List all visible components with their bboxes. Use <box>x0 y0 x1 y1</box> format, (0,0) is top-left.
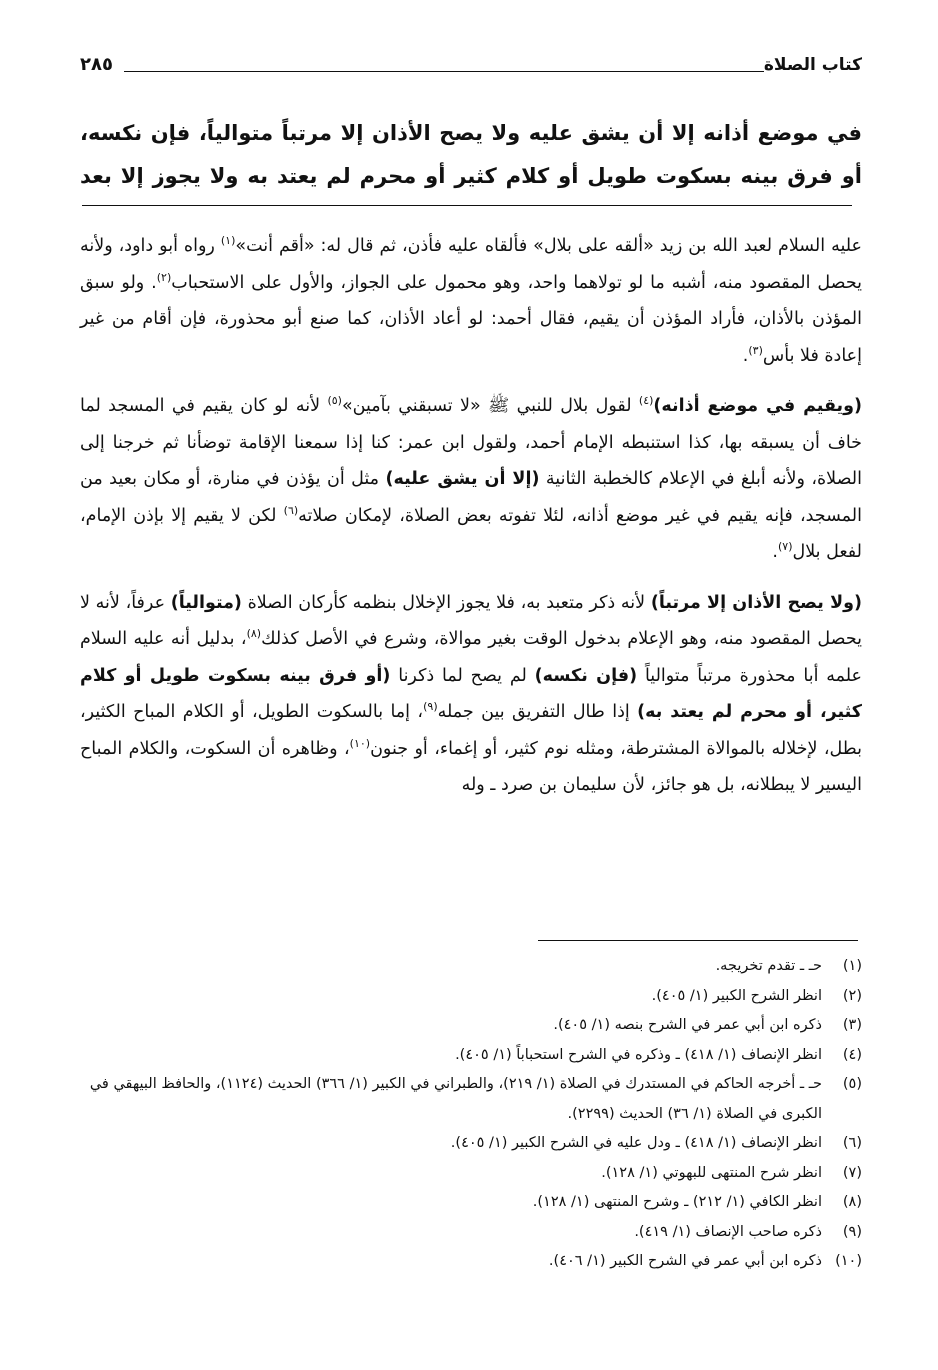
footnote-text: حـ ـ أخرجه الحاكم في المستدرك في الصلاة (١/ ٢١٩)، والطبراني في الكبير (١/ ٣٦٦) الحديث (١١٢٤)، والحافظ البيهقي في الكبرى في الصلاة (١/ ٣٦) الحديث (٢٢٩٩). <box>89 1076 822 1122</box>
footnote-number: (٧) <box>842 1164 862 1181</box>
footnote-number: (٨) <box>842 1194 862 1210</box>
footnote-text: ذكره صاحب الإنصاف (١/ ٤١٩). <box>634 1223 822 1240</box>
quoted-matn: (متوالياً) <box>170 592 242 613</box>
quoted-matn: (فإن نكسه) <box>534 665 638 686</box>
footnote-ref: (٧) <box>778 540 793 554</box>
commentary-paragraph <box>80 388 862 571</box>
footnote-ref: (١٠) <box>349 736 371 750</box>
footnote-number: (٦) <box>842 1135 862 1151</box>
footnote-item <box>80 1159 862 1189</box>
footnote-ref: (٥) <box>327 394 342 408</box>
quoted-matn: (أو فرق بينه بسكوت طويل أو كلام كثير، أو محرم لم يعتد به) <box>80 665 862 722</box>
footnote-item <box>80 1247 862 1277</box>
footnote-item <box>80 1041 862 1071</box>
page-number: ٢٨٥ <box>80 54 113 75</box>
footnote-text: ذكره ابن أبي عمر في الشرح بنصه (١/ ٤٠٥). <box>553 1017 822 1033</box>
footnotes <box>80 952 862 1277</box>
commentary-text: لكن لا يقيم إلا بإذن الإمام، لفعل بلال <box>80 505 862 562</box>
commentary-text: . <box>742 345 749 366</box>
footnote-ref: (٦) <box>283 503 299 517</box>
footnote-item <box>80 1070 862 1129</box>
footnote-text: انظر الإنصاف (١/ ٤١٨) ـ ودل عليه في الشرح الكبير (١/ ٤٠٥). <box>450 1135 822 1151</box>
footnote-number: (٣) <box>842 1017 862 1033</box>
footnote-text: انظر شرح المنتهى للبهوتي (١/ ١٢٨). <box>601 1164 822 1181</box>
footnote-ref: (٤) <box>638 394 654 408</box>
footnote-ref: (٣) <box>748 343 763 357</box>
footnote-ref: (١) <box>220 234 236 248</box>
commentary-text: . ولو سبق المؤذن بالأذان، فأراد المؤذن أن يقيم، فقال أحمد: لو أعاد الأذان، كما صنع أبو محذورة، فإن أقام من غير إعادة فلا بأس <box>80 272 862 366</box>
footnote-text: انظر الشرح الكبير (١/ ٤٠٥). <box>651 987 822 1004</box>
chapter-title: كتاب الصلاة <box>763 55 862 75</box>
commentary-text: لأنه لو كان يقيم في المسجد لما خاف أن يسبقه بها، كذا استنبطه الإمام أحمد، ولقول ابن عمر: كنا إذا سمعنا الإقامة توضأنا ثم خرجنا إلى الصلاة، ولأنه أبلغ في الإعلام كالخطبة الثانية <box>80 396 862 489</box>
running-header <box>80 52 862 82</box>
footnote-ref: (٨) <box>246 627 262 641</box>
footnote-text: انظر الإنصاف (١/ ٤١٨) ـ وذكره في الشرح استحباباً (١/ ٤٠٥). <box>455 1046 822 1063</box>
footnote-divider <box>538 940 858 941</box>
footnote-item <box>80 1218 862 1248</box>
commentary-text: لأنه ذكر متعبد به، فلا يجوز الإخلال بنظمه كأركان الصلاة <box>241 592 651 613</box>
matn-divider <box>82 205 852 206</box>
footnote-number: (١٠) <box>835 1253 862 1269</box>
commentary-paragraph <box>80 228 862 374</box>
commentary-text: ، وظاهره أن السكوت، والكلام المباح اليسير لا يبطلانه، بل هو جائز، لأن سليمان بن صرد ـ وله <box>80 738 862 795</box>
footnote-text: انظر الكافي (١/ ٢١٢) ـ وشرح المنتهى (١/ ١٢٨). <box>532 1194 822 1210</box>
commentary-text: عرفاً، لأنه لا يحصل المقصود منه، وهو الإعلام بدخول الوقت بغير موالاة، وشرع في الأصل كذلك <box>80 592 862 649</box>
footnote-number: (٩) <box>842 1223 862 1240</box>
footnote-number: (٥) <box>842 1076 862 1092</box>
footnote-item <box>80 1011 862 1041</box>
commentary-text: لقول بلال للنبي ﷺ «لا تسبقني بآمين» <box>341 396 639 416</box>
commentary-text: رواه أبو داود، ولأنه يحصل المقصود منه، أشبه ما لو تولاهما واحد، وهو محمول على الجواز، والأول على الاستحباب <box>80 236 862 293</box>
commentary-text: لم يصح لما ذكرنا <box>390 665 535 686</box>
commentary-text: . <box>772 542 778 562</box>
commentary-paragraph <box>80 585 862 804</box>
commentary-text: مثل أن يؤذن في منارة، أو مكان بعيد من المسجد، فإنه يقيم في غير موضع أذانه، لئلا تفوته بعض الصلاة، لإمكان صلاته <box>80 469 862 526</box>
footnote-item <box>80 982 862 1012</box>
footnote-number: (٢) <box>842 987 862 1004</box>
footnote-text: ذكره ابن أبي عمر في الشرح الكبير (١/ ٤٠٦). <box>548 1253 822 1269</box>
footnote-ref: (٩) <box>423 700 438 714</box>
commentary <box>80 228 862 818</box>
footnote-item <box>80 1188 862 1218</box>
footnote-number: (٤) <box>842 1046 862 1063</box>
footnote-ref: (٢) <box>156 270 172 284</box>
footnote-item <box>80 1129 862 1159</box>
footnote-item <box>80 952 862 982</box>
commentary-text: ، بدليل أنه عليه السلام علمه أبا محذورة مرتباً متوالياً <box>80 629 862 686</box>
quoted-matn: (ولا يصح الأذان إلا مرتباً) <box>650 592 862 613</box>
header-rule <box>124 71 764 72</box>
commentary-text: إذا طال التفريق بين جمله <box>437 702 638 722</box>
quoted-matn: (ويقيم في موضع أذانه) <box>653 396 862 416</box>
footnote-text: حـ ـ تقدم تخريجه. <box>715 958 822 974</box>
quoted-matn: (إلا أن يشق عليه) <box>385 469 540 489</box>
commentary-text: عليه السلام لعبد الله بن زيد «ألقه على بلال» فألقاه عليه فأذن، ثم قال له: «أقم أنت» <box>235 236 862 256</box>
matn-text: في موضع أذانه إلا أن يشق عليه ولا يصح الأذان إلا مرتباً متوالياً، فإن نكسه، أو فرق بينه بسكوت طويل أو كلام كثير أو محرم لم يعتد به ولا يجوز إلا بعد <box>80 121 862 188</box>
commentary-text: ، إما بالسكوت الطويل، أو الكلام المباح الكثير، بطل، لإخلاله بالموالاة المشترطة، ومثله نوم كثير، أو إغماء، أو جنون <box>80 702 862 759</box>
footnote-number: (١) <box>842 958 862 974</box>
